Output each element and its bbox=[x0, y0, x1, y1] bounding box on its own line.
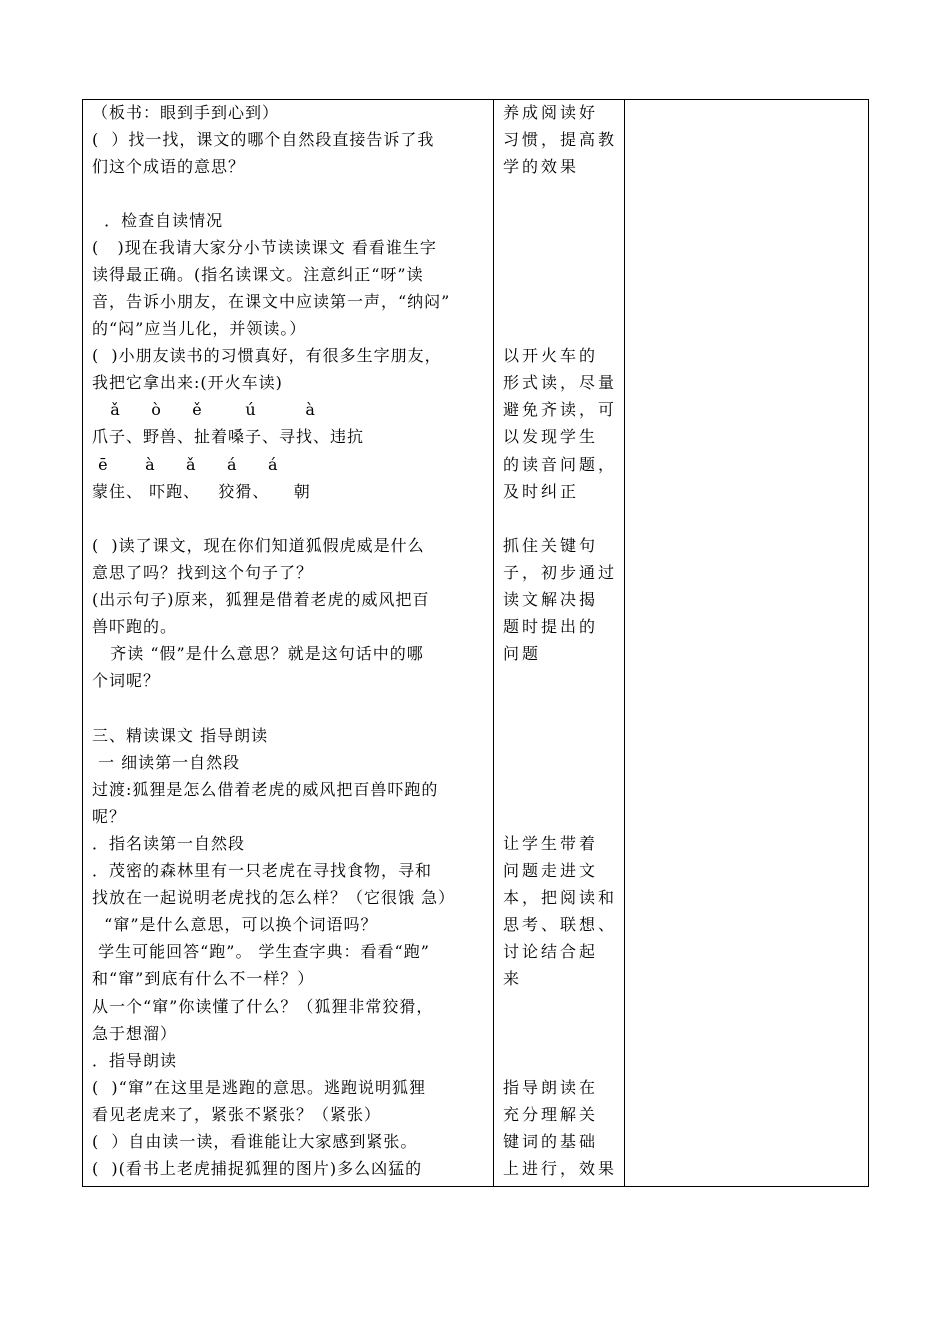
text-line: 音，告诉小朋友，在课文中应读第一声，“纳闷” bbox=[92, 292, 451, 311]
text-line: 一 细读第一自然段 bbox=[92, 753, 241, 772]
pinyin-line: ē à ǎ á á bbox=[92, 455, 279, 474]
text-line: (出示句子)原来，狐狸是借着老虎的威风把百 bbox=[92, 590, 430, 609]
note-line: 及时纠正 bbox=[503, 482, 580, 501]
text-line: “窜”是什么意思，可以换个词语吗？ bbox=[92, 915, 378, 934]
note-line: 抓住关键句 bbox=[503, 536, 599, 555]
note-line: 让学生带着 bbox=[503, 834, 599, 853]
note-line: 避免齐读，可 bbox=[503, 400, 618, 419]
blank-notes-column bbox=[625, 100, 868, 1186]
text-line: 读得最正确。(指名读课文。注意纠正“呀”读 bbox=[92, 265, 424, 284]
note-line: 问题走进文 bbox=[503, 861, 599, 880]
text-line: ( )小朋友读书的习惯真好，有很多生字朋友， bbox=[92, 346, 442, 365]
text-line: ( ）自由读一读，看谁能让大家感到紧张。 bbox=[92, 1132, 418, 1151]
text-line: 我把它拿出来:(开火车读) bbox=[92, 373, 283, 392]
note-line: 以发现学生 bbox=[503, 427, 599, 446]
note-line: 键词的基础 bbox=[503, 1132, 599, 1151]
lesson-table bbox=[82, 99, 869, 1187]
text-line: 过渡:狐狸是怎么借着老虎的威风把百兽吓跑的 bbox=[92, 780, 439, 799]
note-line: 思考、联想、 bbox=[503, 915, 618, 934]
note-line: 学的效果 bbox=[503, 157, 580, 176]
note-line: 子，初步通过 bbox=[503, 563, 618, 582]
note-line: 指导朗读在 bbox=[503, 1078, 599, 1097]
note-line: 上进行，效果 bbox=[503, 1159, 618, 1178]
text-line: 个词呢？ bbox=[92, 671, 161, 690]
design-intent-column bbox=[494, 100, 625, 1186]
text-line: 和“窜”到底有什么不一样？） bbox=[92, 969, 315, 988]
text-line: ( )读了课文，现在你们知道狐假虎威是什么 bbox=[92, 536, 425, 555]
text-line: ( ）找一找，课文的哪个自然段直接告诉了我 bbox=[92, 130, 435, 149]
text-line: 们这个成语的意思？ bbox=[92, 157, 246, 176]
text-line: ．指导朗读 bbox=[92, 1051, 178, 1070]
text-line: 兽吓跑的。 bbox=[92, 617, 178, 636]
text-line: 的“闷”应当儿化，并领读。） bbox=[92, 319, 307, 338]
pinyin-line: ǎ ò ě ú à bbox=[92, 400, 316, 419]
note-line: 题时提出的 bbox=[503, 617, 599, 636]
note-line: 讨论结合起 bbox=[503, 942, 599, 961]
note-line: 养成阅读好 bbox=[503, 103, 599, 122]
text-line: 从一个“窜”你读懂了什么？（狐狸非常狡猾， bbox=[92, 997, 434, 1016]
teaching-content-column bbox=[83, 100, 494, 1186]
note-line: 形式读，尽量 bbox=[503, 373, 618, 392]
text-line: ．指名读第一自然段 bbox=[92, 834, 246, 853]
note-line: 问题 bbox=[503, 644, 542, 663]
text-line: 齐读 “假”是什么意思？就是这句话中的哪 bbox=[92, 644, 424, 663]
text-line: ( )(看书上老虎捕捉狐狸的图片)多么凶猛的 bbox=[92, 1159, 423, 1178]
text-line: ．检查自读情况 bbox=[92, 211, 224, 230]
text-line: 看见老虎来了，紧张不紧张？（紧张） bbox=[92, 1105, 382, 1124]
note-line: 本，把阅读和 bbox=[503, 888, 618, 907]
section-heading: 三、精读课文 指导朗读 bbox=[92, 726, 269, 745]
note-line: 充分理解关 bbox=[503, 1105, 599, 1124]
text-line: ( )“窜”在这里是逃跑的意思。逃跑说明狐狸 bbox=[92, 1078, 427, 1097]
text-line: 呢？ bbox=[92, 807, 127, 826]
note-line: 以开火车的 bbox=[503, 346, 599, 365]
text-line: 意思了吗？找到这个句子了？ bbox=[92, 563, 314, 582]
text-line: 急于想溜） bbox=[92, 1024, 178, 1043]
note-line: 习惯，提高教 bbox=[503, 130, 618, 149]
text-line: 找放在一起说明老虎找的怎么样？（它很饿 急） bbox=[92, 888, 456, 907]
text-line: （板书：眼到手到心到） bbox=[92, 103, 280, 122]
note-line: 读文解决揭 bbox=[503, 590, 599, 609]
note-line: 的读音问题， bbox=[503, 455, 618, 474]
text-line: 爪子、野兽、扯着嗓子、寻找、违抗 bbox=[92, 427, 365, 446]
text-line: ( )现在我请大家分小节读读课文 看看谁生字 bbox=[92, 238, 437, 257]
text-line: ．茂密的森林里有一只老虎在寻找食物，寻和 bbox=[92, 861, 433, 880]
text-line: 学生可能回答“跑”。 学生查字典：看看“跑” bbox=[92, 942, 430, 961]
note-line: 来 bbox=[503, 969, 523, 988]
text-line: 蒙住、 吓跑、 狡猾、 朝 bbox=[92, 482, 311, 501]
